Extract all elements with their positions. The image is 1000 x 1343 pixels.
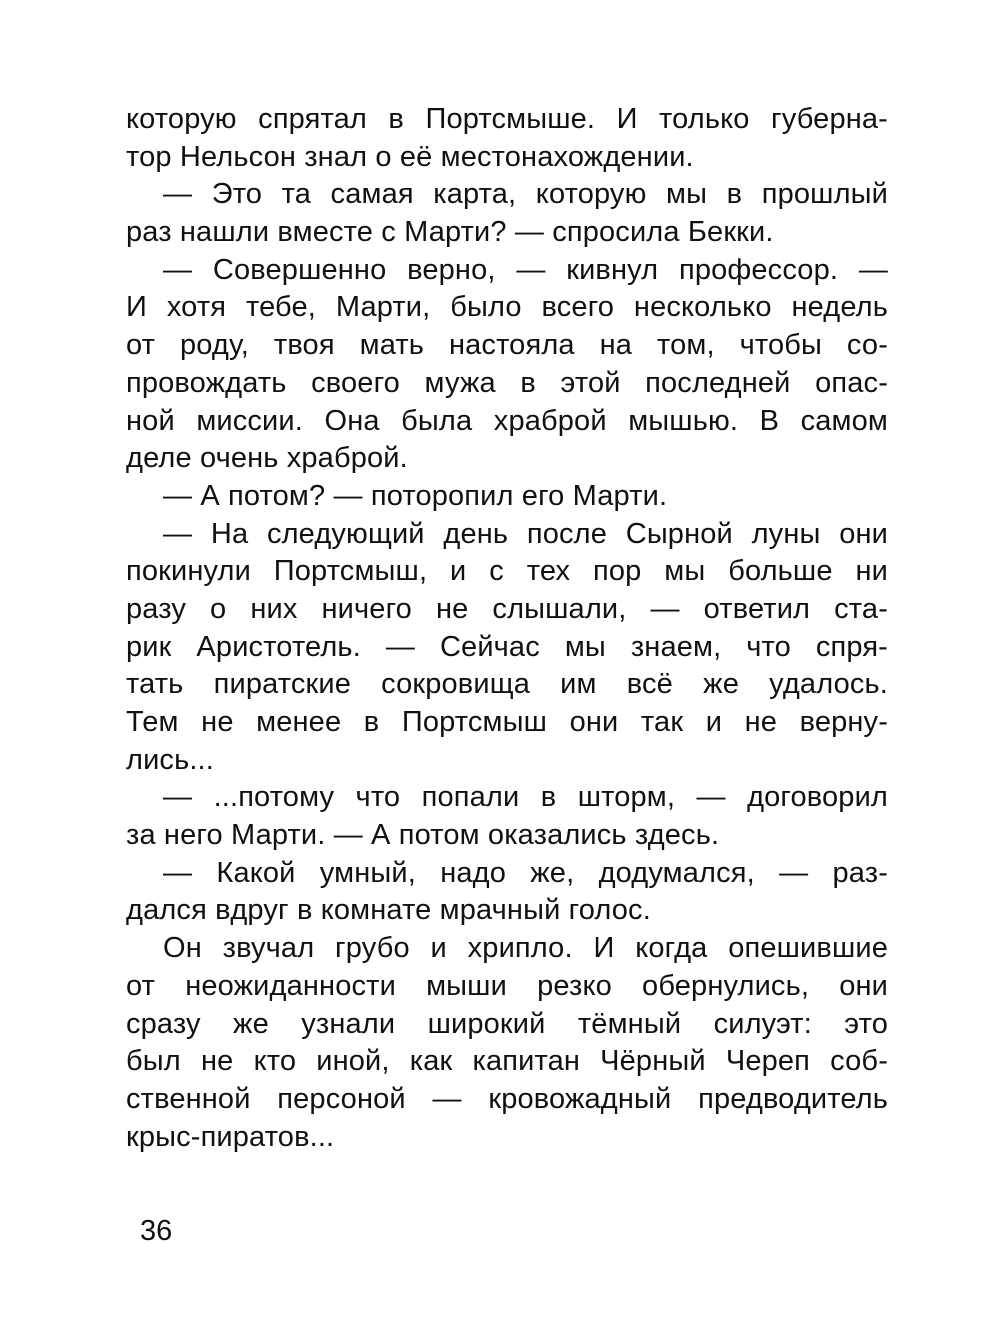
text-line: лись... xyxy=(126,743,214,776)
text-line: — ...потому что попали в шторм, — договорил xyxy=(163,781,888,814)
text-line: был не кто иной, как капитан Чёрный Череп соб- xyxy=(126,1045,888,1078)
text-line: тор Нельсон знал о её местонахождении. xyxy=(126,140,694,173)
text-line: — Совершенно верно, — кивнул профессор. — xyxy=(163,253,888,286)
text-line: — А потом? — поторопил его Марти. xyxy=(163,479,668,512)
text-line: покинули Портсмыш, и с тех пор мы больше ни xyxy=(126,555,888,588)
text-line: за него Марти. — А потом оказались здесь. xyxy=(126,819,720,852)
text-line: ной миссии. Она была храброй мышью. В самом xyxy=(126,404,888,437)
text-line: Тем не менее в Портсмыш они так и не верну- xyxy=(126,706,888,738)
page-number: 36 xyxy=(140,1215,173,1247)
text-line: И хотя тебе, Марти, было всего несколько недель xyxy=(126,291,888,324)
text-line: от неожиданности мыши резко обернулись, они xyxy=(126,969,888,1002)
text-line: дался вдруг в комнате мрачный голос. xyxy=(126,894,651,927)
text-line: сразу же узнали широкий тёмный силуэт: это xyxy=(126,1007,888,1040)
text-line: провождать своего мужа в этой последней опас- xyxy=(126,366,888,399)
text-line: ственной персоной — кровожадный предводитель xyxy=(126,1082,888,1115)
text-line: от роду, твоя мать настояла на том, чтобы со- xyxy=(126,329,888,362)
text-line: разу о них ничего не слышали, — ответил ста- xyxy=(126,592,888,625)
text-line: раз нашли вместе с Марти? — спросила Бекки. xyxy=(126,216,774,249)
text-line: Он звучал грубо и хрипло. И когда опешившие xyxy=(163,932,888,965)
text-line: которую спрятал в Портсмыше. И только губерна- xyxy=(126,103,888,135)
text-line: крыс-пиратов... xyxy=(126,1120,335,1153)
text-line: — Какой умный, надо же, додумался, — раз- xyxy=(163,856,888,889)
page-text xyxy=(126,101,888,1156)
text-line: — На следующий день после Сырной луны они xyxy=(163,517,888,550)
text-line: тать пиратские сокровища им всё же удалось. xyxy=(126,668,888,701)
text-line: рик Аристотель. — Сейчас мы знаем, что спря- xyxy=(126,630,888,663)
text-line: — Это та самая карта, которую мы в прошлый xyxy=(163,178,888,211)
text-line: деле очень храброй. xyxy=(126,442,408,475)
